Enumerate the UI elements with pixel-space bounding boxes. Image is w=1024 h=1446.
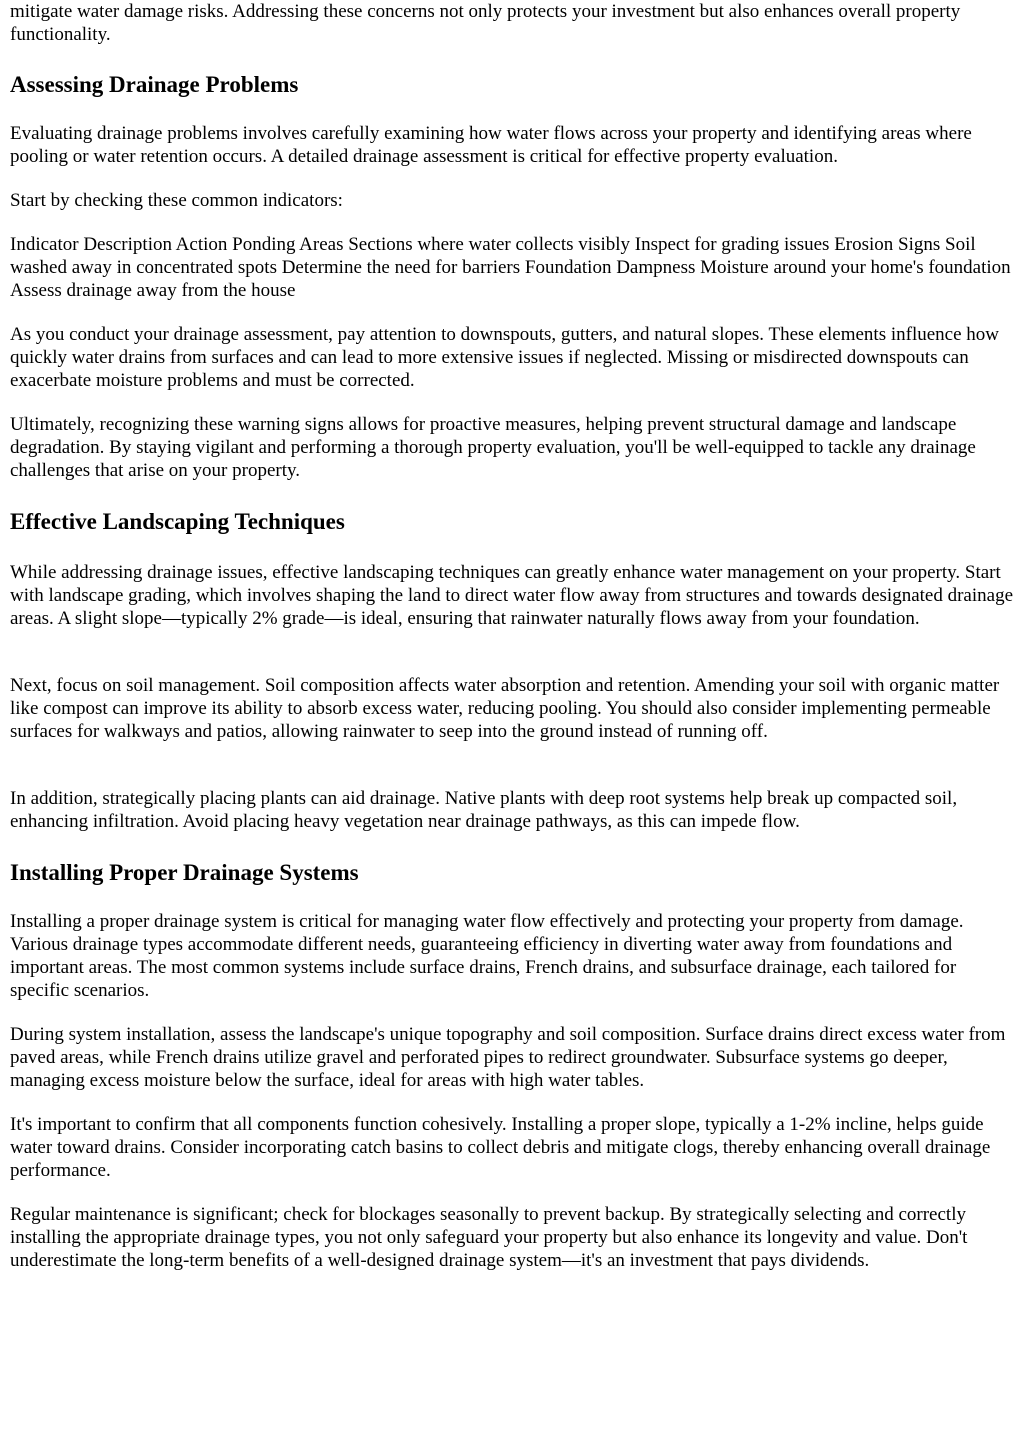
paragraph: In addition, strategically placing plants can aid drainage. Native plants with deep root systems help break up compacted soil, enhancing infiltration. Avoid placing heavy vegetation near drainage pathways, as this can impede flow. [10,788,958,832]
paragraph: Regular maintenance is significant; check for blockages seasonally to prevent backup. By strategically selecting and correctly installing the appropriate drainage types, you not only safeguard your property but also enhance its longevity and value. Don't underestimate the long-term benefits of a well-designed drainage system—it's an investment that pays dividends. [10,1204,968,1271]
paragraph: Evaluating drainage problems involves carefully examining how water flows across your property and identifying areas where pooling or water retention occurs. A detailed drainage assessment is critical for effective property evaluation. [10,123,972,167]
paragraph: Ultimately, recognizing these warning signs allows for proactive measures, helping prevent structural damage and landscape degradation. By staying vigilant and performing a thorough property evaluation, you'll be well-equipped to tackle any drainage challenges that arise on your property. [10,414,976,481]
paragraph: Start by checking these common indicators: [10,190,343,211]
paragraph: During system installation, assess the landscape's unique topography and soil composition. Surface drains direct excess water from paved areas, while French drains utilize gravel and perforated pipes to redirect groundwater. Subsurface systems go deeper, managing excess moisture below the surface, ideal for areas with high water tables. [10,1024,1006,1091]
paragraph: It's important to confirm that all components function cohesively. Installing a proper slope, typically a 1-2% incline, helps guide water toward drains. Consider incorporating catch basins to collect debris and mitigate clogs, thereby enhancing overall drainage performance. [10,1114,991,1181]
section-heading-assessing-drainage: Assessing Drainage Problems [10,72,299,97]
section-heading-drainage-systems: Installing Proper Drainage Systems [10,860,359,885]
paragraph: As you conduct your drainage assessment, pay attention to downspouts, gutters, and natural slopes. These elements influence how quickly water drains from surfaces and can lead to more extensive issues if neglected. Missing or misdirected downspouts can exacerbate moisture problems and must be corrected. [10,324,1000,391]
paragraph: Next, focus on soil management. Soil composition affects water absorption and retention. Amending your soil with organic matter like compost can improve its ability to absorb excess water, reducing pooling. You should also consider implementing permeable surfaces for walkways and patios, allowing rainwater to seep into the ground instead of running off. [10,675,1000,742]
indicator-table-text: Indicator Description Action Ponding Areas Sections where water collects visibly Inspect for grading issues Erosion Signs Soil washed away in concentrated spots Determine the need for barriers Foundation Dampness Moisture around your home's foundation Assess drainage away from the house [10,234,1011,301]
section-heading-landscaping-techniques: Effective Landscaping Techniques [10,509,345,534]
paragraph: While addressing drainage issues, effective landscaping techniques can greatly enhance water management on your property. Start with landscape grading, which involves shaping the land to direct water flow away from structures and towards designated drainage areas. A slight slope—typically 2% grade—is ideal, ensuring that rainwater naturally flows away from your foundation. [10,562,1014,629]
intro-paragraph-tail: mitigate water damage risks. Addressing these concerns not only protects your investment but also enhances overall property functionality. [10,1,961,45]
paragraph: Installing a proper drainage system is critical for managing water flow effectively and protecting your property from damage. Various drainage types accommodate different needs, guaranteeing efficiency in diverting water away from foundations and important areas. The most common systems include surface drains, French drains, and subsurface drainage, each tailored for specific scenarios. [10,911,964,1001]
